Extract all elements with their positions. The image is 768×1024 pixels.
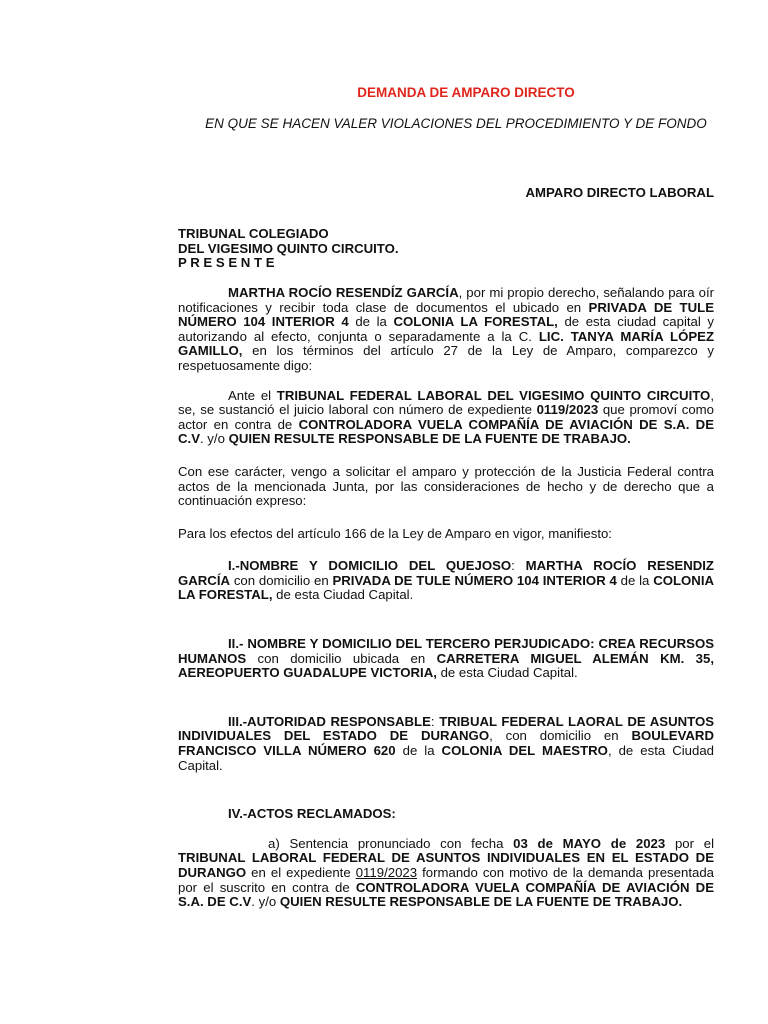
paragraph-text: , se, se sustanció el juicio laboral con número de expediente [178,387,714,418]
plaintiff-colonia: COLONIA LA FORESTAL, [393,314,558,330]
document-subtitle: EN QUE SE HACEN VALER VIOLACIONES DEL PROCEDIMIENTO Y DE FONDO [205,115,707,131]
section-heading: I.-NOMBRE Y DOMICILIO DEL QUEJOSO [228,558,512,574]
paragraph-text: , por mi propio derecho, señalando para oír notificaciones y recibir toda clase de documentos el ubicado en [178,284,714,315]
paragraph-text: : [430,713,440,729]
authority-address: BOULEVARD FRANCISCO VILLA NÚMERO 620 [178,728,714,759]
paragraph-intro [178,286,714,374]
sentence-case-number: 0119/2023 [355,865,418,880]
paragraph-text: en los términos del artículo 27 de la Ley de Amparo, comparezco y respetuosamente digo: [178,343,714,373]
section-heading: IV.-ACTOS RECLAMADOS: [228,806,396,822]
paragraph-article: Para los efectos del artículo 166 de la Ley de Amparo en vigor, manifiesto: [178,525,612,541]
defendant-company: CONTROLADORA VUELA COMPAÑÍA DE AVIACIÓN DE S.A. DE C.V [178,416,714,447]
sentence-responsible: QUIEN RESULTE RESPONSABLE DE LA FUENTE DE TRABAJO. [279,894,683,910]
defendant-responsible: QUIEN RESULTE RESPONSABLE DE LA FUENTE DE TRABAJO. [228,431,631,447]
paragraph-text: de esta Ciudad Capital. [436,665,578,681]
plaintiff-address: PRIVADA DE TULE NÚMERO 104 INTERIOR 4 [178,299,714,330]
sentence-date: 03 de MAYO de 2023 [513,835,666,851]
plaintiff-name: MARTHA ROCÍO RESENDÍZ GARCÍA [228,284,459,300]
paragraph-text: de la [616,572,654,588]
authority-colonia: COLONIA DEL MAESTRO [441,743,608,759]
section-autoridad [178,715,714,773]
paragraph-text: Ante el [228,387,277,403]
tribunal-name: TRIBUNAL FEDERAL LABORAL DEL VIGESIMO QUINTO CIRCUITO [276,387,711,403]
sentence-tribunal: TRIBUNAL LABORAL FEDERAL DE ASUNTOS INDIVIDUALES EN EL ESTADO DE DURANGO [178,850,714,880]
paragraph-text: con domicilio ubicada en [246,650,437,666]
case-number: 0119/2023 [536,402,599,418]
paragraph-text: con domicilio en [230,572,333,588]
paragraph-text: que promoví como actor en contra de [178,402,714,432]
addressee-block [178,227,714,271]
paragraph-text: de la [395,743,442,759]
addressee-line: P R E S E N T E [178,255,275,271]
section-heading: II.- NOMBRE Y DOMICILIO DEL TERCERO PERJUDICADO: CREA RECURSOS HUMANOS [178,636,714,666]
addressee-line: DEL VIGESIMO QUINTO CIRCUITO. [178,240,399,256]
authorized-lawyer: LIC. TANYA MARÍA LÓPEZ GAMILLO, [178,328,714,359]
paragraph-text: de esta ciudad capital y autorizando al efecto, conjunta o separadamente a la C. [178,314,714,344]
quejoso-name: MARTHA ROCÍO RESENDIZ GARCÍA [178,558,714,588]
document-title: DEMANDA DE AMPARO DIRECTO [357,85,575,100]
paragraph-text: formando con motivo de la demanda presentada por el suscrito en contra de [178,865,714,895]
paragraph-text: a) Sentencia pronunciado con fecha [268,835,514,851]
paragraph-text: . y/o [199,431,229,447]
paragraph-text: por el [665,835,715,851]
paragraph-background [178,389,714,447]
paragraph-text: en el expediente [246,865,356,880]
section-heading: III.-AUTORIDAD RESPONSABLE [228,713,431,729]
addressee-line: TRIBUNAL COLEGIADO [178,226,329,242]
section-actos [178,807,714,822]
section-tercero [178,637,714,681]
quejoso-colonia: COLONIA LA FORESTAL, [178,572,715,603]
tercero-address: CARRETERA MIGUEL ALEMÁN KM. 35, AEREOPUERTO GUADALUPE VICTORIA, [178,650,715,681]
case-type: AMPARO DIRECTO LABORAL [525,184,714,200]
section-quejoso [178,559,714,603]
paragraph-text: de la [348,314,394,330]
paragraph-text: . y/o [251,894,280,910]
section-actos-item-a [178,837,714,910]
paragraph-text: : [511,558,526,574]
paragraph-request: Con ese carácter, vengo a solicitar el amparo y protección de la Justicia Federal contra actos de la mencionada Junta, por las consideraciones de hecho y de derecho que a continuación expreso: [178,463,714,509]
authority-name: TRIBUAL FEDERAL LAORAL DE ASUNTOS INDIVIDUALES DEL ESTADO DE DURANGO [178,713,715,744]
paragraph-text: , de esta Ciudad Capital. [178,743,714,773]
paragraph-text: de esta Ciudad Capital. [272,587,414,603]
sentence-company: CONTROLADORA VUELA COMPAÑÍA DE AVIACIÓN DE S.A. DE C.V [178,879,714,910]
paragraph-text: , con domicilio en [489,728,632,744]
quejoso-address: PRIVADA DE TULE NÚMERO 104 INTERIOR 4 [332,572,617,588]
